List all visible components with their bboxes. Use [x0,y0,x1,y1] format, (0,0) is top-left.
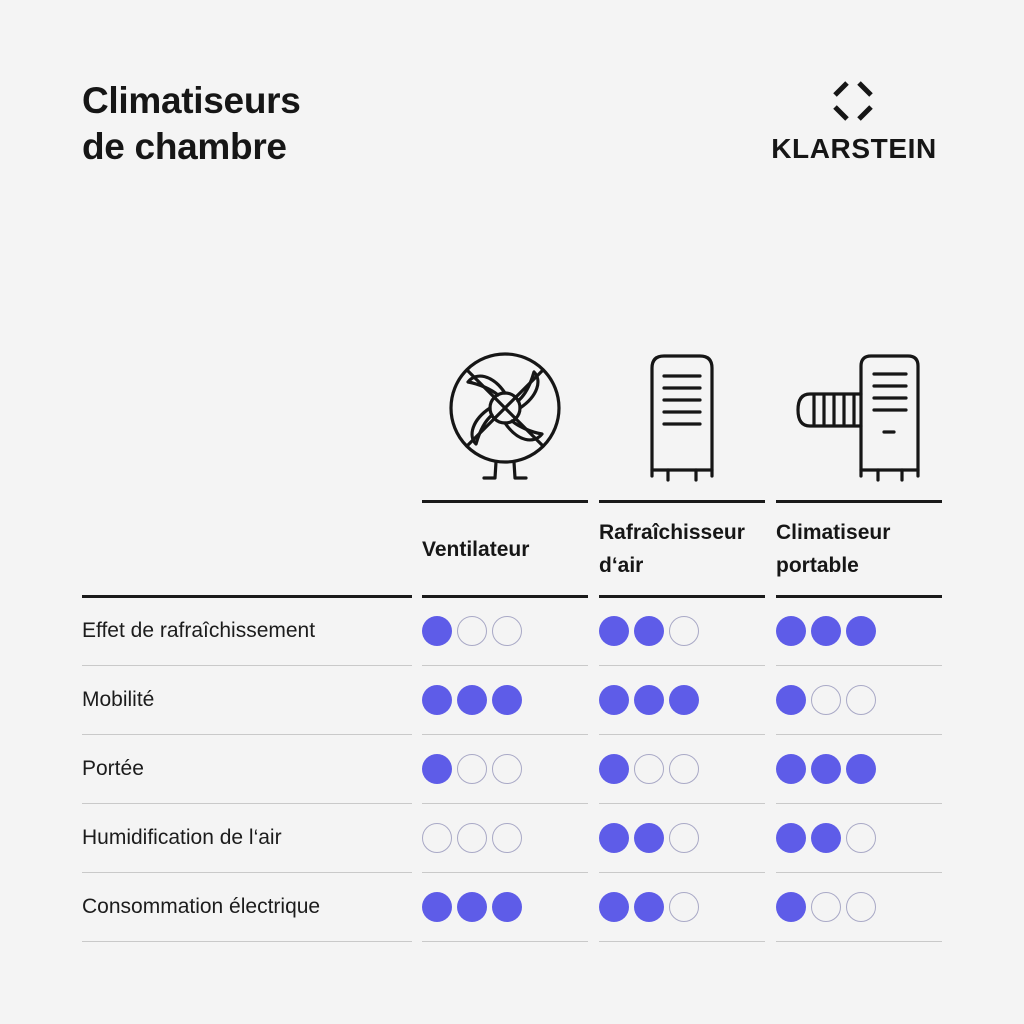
column-header-rafraichisseur [599,500,765,598]
rating-dot-empty [669,823,699,853]
rating-dot-empty [457,616,487,646]
rating-dot-filled [422,616,452,646]
rating-dot-filled [422,685,452,715]
column-header-label: Ventilateur [422,537,530,561]
portable-air-conditioner-icon [794,352,924,482]
rating-dot-filled [634,616,664,646]
rating-dot-filled [599,823,629,853]
column-header-bottom-rule [599,595,765,598]
row-label-portee: Portée [82,757,144,780]
title-line-2: de chambre [82,126,287,167]
column-header-bottom-rule [422,595,588,598]
rating-dot-filled [634,823,664,853]
title-line-1: Climatiseurs [82,80,301,121]
rating-dot-filled [811,616,841,646]
rating-dot-filled [492,685,522,715]
rating-cell [599,892,699,922]
row-separator [599,734,765,735]
page-title [82,78,301,170]
row-separator [599,665,765,666]
rating-dot-empty [669,616,699,646]
rating-dot-empty [457,823,487,853]
row-separator [82,941,412,942]
rating-dot-empty [669,892,699,922]
row-separator [776,872,942,873]
row-separator [776,803,942,804]
rating-dot-empty [457,754,487,784]
rating-dot-filled [492,892,522,922]
row-separator [82,803,412,804]
row-separator [599,872,765,873]
rating-cell [422,823,522,853]
rating-dot-filled [776,754,806,784]
rating-dot-empty [492,754,522,784]
row-separator [776,734,942,735]
rating-cell [776,823,876,853]
rating-dot-filled [776,892,806,922]
rating-dot-empty [634,754,664,784]
rating-dot-empty [669,754,699,784]
rating-dot-empty [811,892,841,922]
rating-cell [776,754,876,784]
row-separator [422,872,588,873]
rating-cell [776,685,876,715]
rating-dot-empty [846,892,876,922]
rating-cell [776,616,876,646]
row-label-rafraichissement: Effet de rafraîchissement [82,619,316,642]
rating-cell [599,616,699,646]
row-separator [422,734,588,735]
rating-dot-filled [422,892,452,922]
column-header-label: Rafraîchisseur d‘air [599,521,745,577]
rating-dot-empty [492,823,522,853]
rating-cell [422,616,522,646]
rating-cell [422,754,522,784]
rating-dot-empty [846,823,876,853]
rating-dot-filled [669,685,699,715]
row-separator [422,941,588,942]
brand-name: KLARSTEIN [771,133,937,164]
row-separator [599,803,765,804]
rating-dot-empty [846,685,876,715]
brand-logo [764,80,944,170]
rating-dot-filled [599,685,629,715]
row-separator [422,665,588,666]
rating-dot-filled [599,892,629,922]
rating-dot-empty [492,616,522,646]
rating-dot-filled [776,823,806,853]
rating-dot-filled [422,754,452,784]
rating-dot-filled [457,685,487,715]
rating-dot-filled [457,892,487,922]
rating-dot-filled [846,616,876,646]
rating-cell [776,892,876,922]
rating-dot-filled [599,754,629,784]
row-separator [82,734,412,735]
column-header-label: Climatiseur portable [776,521,891,577]
rating-dot-filled [776,616,806,646]
row-label-humidification: Humidification de l‘air [82,826,282,849]
row-separator [82,872,412,873]
row-separator [422,803,588,804]
rating-cell [599,685,699,715]
air-cooler-icon [646,352,718,482]
klarstein-logo-icon [832,80,874,122]
rating-dot-filled [776,685,806,715]
rating-dot-filled [634,685,664,715]
rating-dot-filled [811,754,841,784]
rating-dot-filled [599,616,629,646]
rating-cell [599,754,699,784]
row-separator [776,665,942,666]
row-label-mobilite: Mobilité [82,688,155,711]
rating-dot-filled [846,754,876,784]
rating-dot-empty [422,823,452,853]
rating-dot-empty [811,685,841,715]
rating-dot-filled [811,823,841,853]
column-header-bottom-rule [776,595,942,598]
row-separator [599,941,765,942]
row-separator [82,665,412,666]
column-header-ventilateur [422,500,588,598]
fan-icon [446,352,564,482]
row-separator [776,941,942,942]
rating-cell [422,892,522,922]
rating-cell [599,823,699,853]
rating-dot-filled [634,892,664,922]
rating-cell [422,685,522,715]
column-header-climatiseur [776,500,942,598]
row-label-consommation: Consommation électrique [82,895,321,918]
